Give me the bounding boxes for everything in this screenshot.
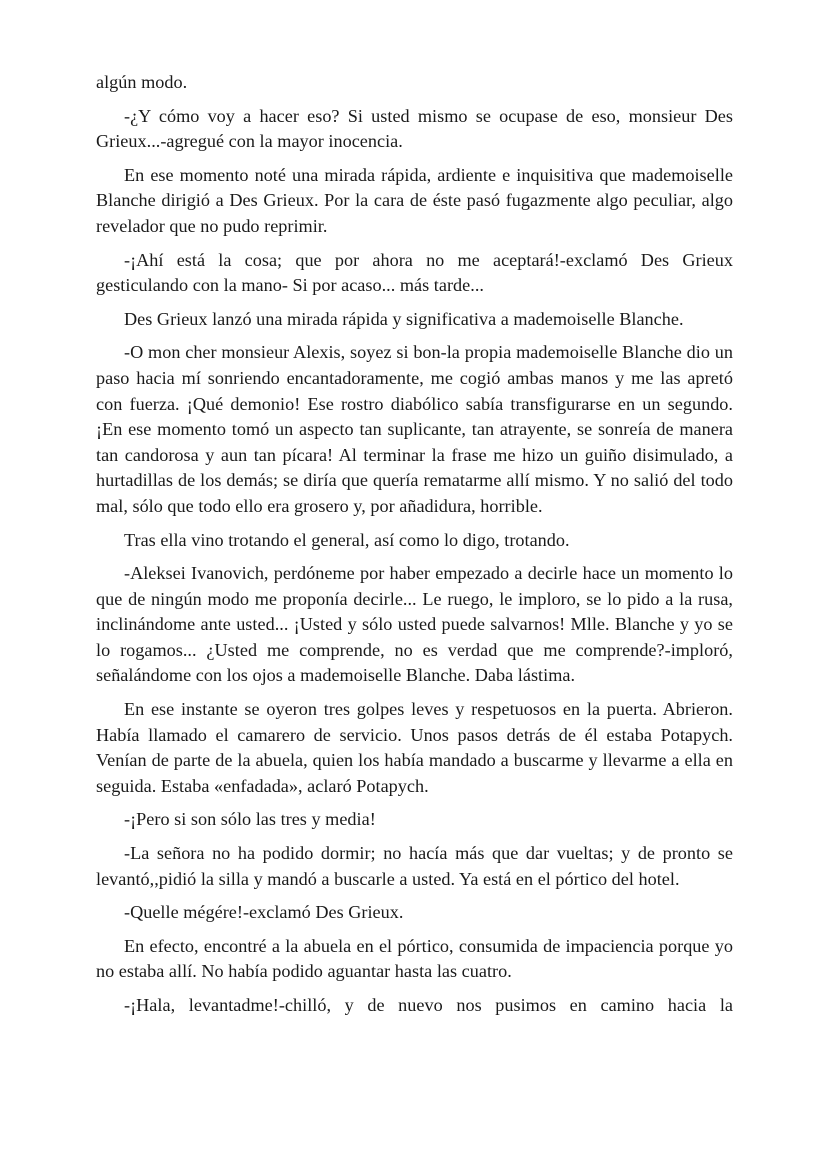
paragraph: En ese instante se oyeron tres golpes leves y respetuosos en la puerta. Abrieron. Había llamado el camarero de servicio. Unos pasos detrás de él estaba Potapych. Venían de parte de la abuela, quien los había mandado a buscarme y llevarme a ella en seguida. Estaba «enfadada», aclaró Potapych.: [96, 699, 733, 796]
paragraph: algún modo.: [96, 72, 188, 92]
page-text-block: [96, 70, 733, 1044]
paragraph: -Quelle mégére!-exclamó Des Grieux.: [124, 902, 404, 923]
paragraph: En efecto, encontré a la abuela en el pórtico, consumida de impaciencia porque yo no estaba allí. No había podido aguantar hasta las cuatro.: [96, 935, 733, 982]
paragraph: -O mon cher monsieur Alexis, soyez si bon-la propia mademoiselle Blanche dio un paso hacia mí sonriendo encantadoramente, me cogió ambas manos y me las apretó con fuerza. ¡Qué demonio! Ese rostro diabólico sabía transfigurarse en un segundo. ¡En ese momento tomó un aspecto tan suplicante, tan atrayente, se sonreía de manera tan candorosa y aun tan pícara! Al terminar la frase me hizo un guiño disimulado, a hurtadillas de los demás; se diría que quería rematarme allí mismo. Y no salió del todo mal, sólo que todo ello era grosero y, por añadidura, horrible.: [96, 342, 733, 516]
paragraph: -¡Ahí está la cosa; que por ahora no me aceptará!-exclamó Des Grieux gesticulando con la mano- Si por acaso... más tarde...: [96, 249, 733, 296]
paragraph: -¡Pero si son sólo las tres y media!: [124, 809, 376, 830]
paragraph: Tras ella vino trotando el general, así como lo digo, trotando.: [124, 529, 570, 550]
paragraph: -¿Y cómo voy a hacer eso? Si usted mismo se ocupase de eso, monsieur Des Grieux...-agregué con la mayor inocencia.: [96, 105, 733, 152]
paragraph: -¡Hala, levantadme!-chilló, y de nuevo nos pusimos en camino hacia la: [124, 995, 733, 1015]
paragraph: -La señora no ha podido dormir; no hacía más que dar vueltas; y de pronto se levantó,,pidió la silla y mandó a buscarle a usted. Ya está en el pórtico del hotel.: [96, 843, 733, 889]
paragraph: En ese momento noté una mirada rápida, ardiente e inquisitiva que mademoiselle Blanche dirigió a Des Grieux. Por la cara de éste pasó fugazmente algo peculiar, algo revelador que no pudo reprimir.: [96, 164, 733, 236]
paragraph: -Aleksei Ivanovich, perdóneme por haber empezado a decirle hace un momento lo que de ningún modo me proponía decirle... Le ruego, le imploro, se lo pido a la rusa, inclinándome ante usted... ¡Usted y sólo usted puede salvarnos! Mlle. Blanche y yo se lo rogamos... ¿Usted me comprende, no es verdad que me comprende?-imploró, señalándome con los ojos a mademoiselle Blanche. Daba lástima.: [96, 563, 733, 686]
paragraph: Des Grieux lanzó una mirada rápida y significativa a mademoiselle Blanche.: [124, 308, 684, 329]
